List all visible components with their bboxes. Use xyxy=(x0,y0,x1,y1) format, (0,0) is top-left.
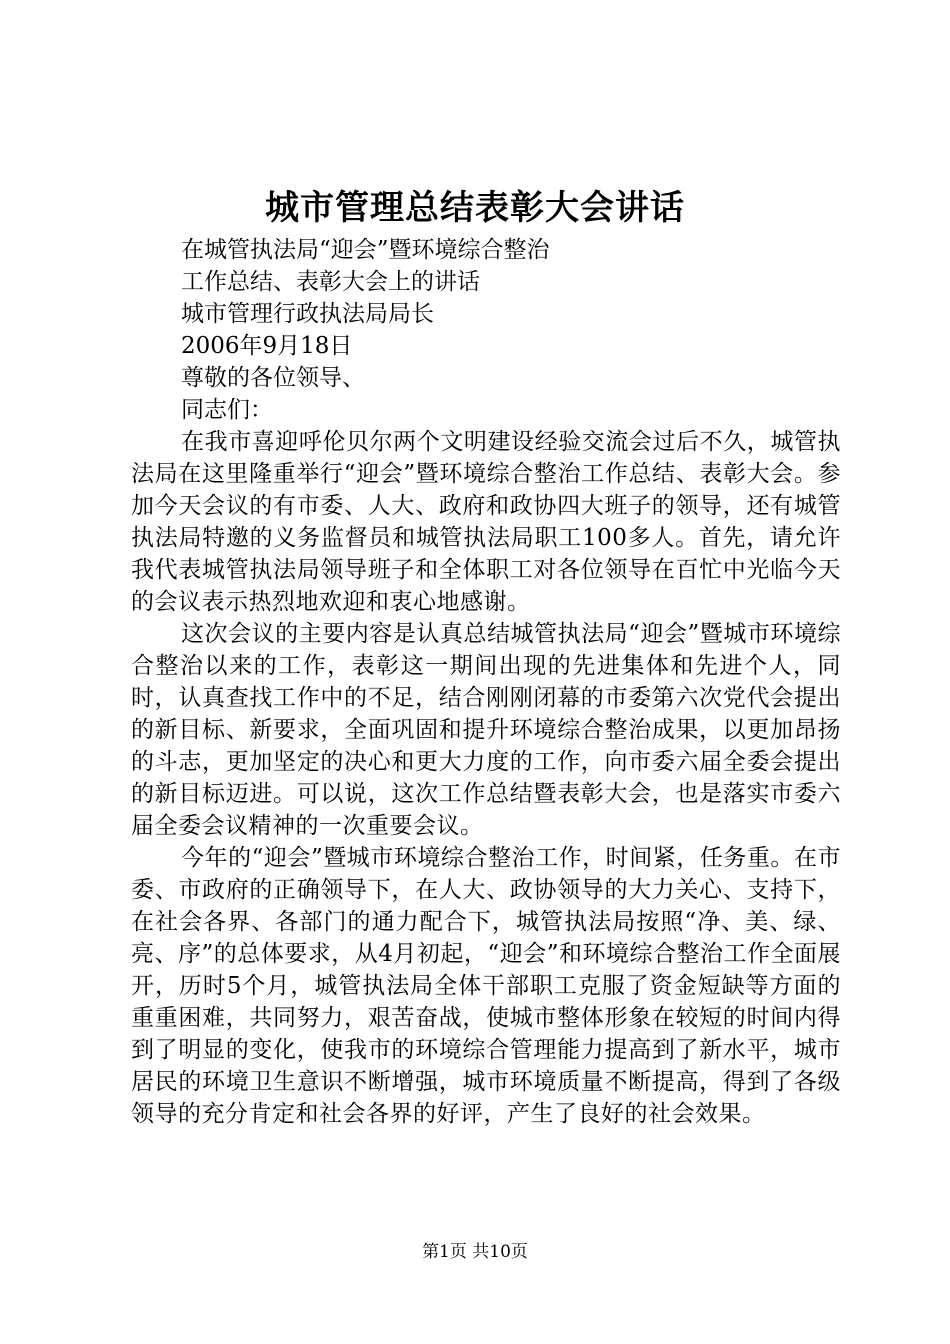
page-footer: 第1页 共10页 xyxy=(422,1242,528,1262)
header-line-date: 2006年9月18日 xyxy=(181,333,353,359)
paragraph-2: 这次会议的主要内容是认真总结城管执法局“迎会”暨城市环境综合整治以来的工作，表彰这一期间出现的先进集体和先进个人，同时，认真查找工作中的不足，结合刚刚闭幕的市委第六次党代会提出的新目标、新要求，全面巩固和提升环境综合整治成果，以更加昂扬的斗志，更加坚定的决心和更大力度的工作，向市委六届全委会提出的新目标迈进。可以说，这次工作总结暨表彰大会，也是落实市委六届全委会议精神的一次重要会议。 xyxy=(131,621,841,839)
salutation-leaders: 尊敬的各位领导、 xyxy=(181,365,365,391)
paragraph-3: 今年的“迎会”暨城市环境综合整治工作，时间紧，任务重。在市委、市政府的正确领导下，在人大、政协领导的大力关心、支持下，在社会各界、各部门的通力配合下，城管执法局按照“净、美、绿、亮、序”的总体要求，从4月初起，“迎会”和环境综合整治工作全面展开，历时5个月，城管执法局全体干部职工克服了资金短缺等方面的重重困难，共同努力，艰苦奋战，使城市整体形象在较短的时间内得到了明显的变化，使我市的环境综合管理能力提高到了新水平，城市居民的环境卫生意识不断增强，城市环境质量不断提高，得到了各级领导的充分肯定和社会各界的好评，产生了良好的社会效果。 xyxy=(131,845,841,1127)
document-title: 城市管理总结表彰大会讲话 xyxy=(265,188,685,228)
salutation-comrades: 同志们： xyxy=(181,397,273,423)
document-body xyxy=(131,234,841,1130)
paragraph-1: 在我市喜迎呼伦贝尔两个文明建设经验交流会过后不久，城管执法局在这里隆重举行“迎会”暨环境综合整治工作总结、表彰大会。参加今天会议的有市委、人大、政府和政协四大班子的领导，还有城管执法局特邀的义务监督员和城管执法局职工100多人。首先，请允许我代表城管执法局领导班子和全体职工对各位领导在百忙中光临今天的会议表示热烈地欢迎和衷心地感谢。 xyxy=(131,429,841,615)
header-line-speech: 工作总结、表彰大会上的讲话 xyxy=(181,269,480,295)
header-line-speaker: 城市管理行政执法局局长 xyxy=(181,301,434,327)
header-line-event: 在城管执法局“迎会”暨环境综合整治 xyxy=(181,237,550,263)
